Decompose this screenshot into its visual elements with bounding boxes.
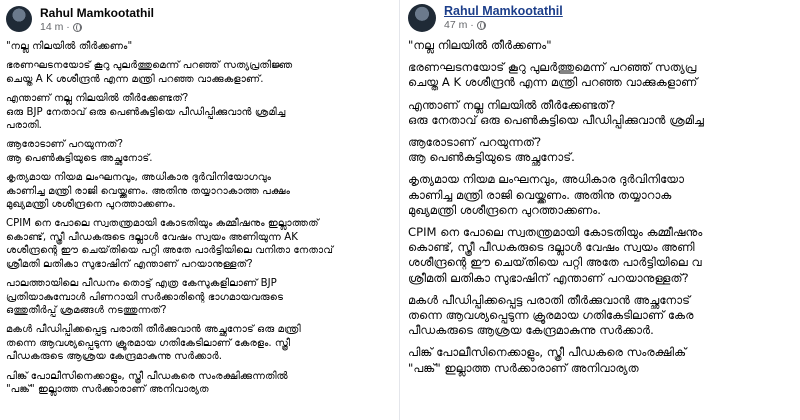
- post-text-line: "പങ്ക്" ഇല്ലാത്ത സർക്കാരാണ് അനിവാര്യത: [408, 360, 639, 375]
- post-text-line: തന്നെ ആവശ്യപ്പെടുന്ന ക്രൂരമായ ഗതികേടിലാണ് കേരളം. സ്ത്രീ: [6, 337, 291, 349]
- post-text-line: എന്താണ് നല്ല നിലയിൽ തീർക്കേണ്ടത്?: [408, 97, 616, 112]
- post-text-line: ഒരു BJP നേതാവ് ഒരു പെൺകുട്ടിയെ പീഡിപ്പിക്കുവാൻ ശ്രമിച്ച: [6, 106, 286, 118]
- post-body: [408, 38, 800, 376]
- meta-separator: ·: [467, 19, 474, 31]
- meta-separator: ·: [63, 21, 70, 33]
- author-name[interactable]: Rahul Mamkootathil: [40, 6, 155, 20]
- post-text-line: ആ പെൺകുട്ടിയുടെ അച്ഛനോട്.: [408, 150, 575, 165]
- post-text-line: ആരോടാണ് പറയുന്നത്?: [6, 139, 123, 151]
- post-text-line: ശശീന്ദ്രന്റെ ഈ ചെയ്‌തിയെ പറ്റി അതേ പാർട്ടിയിലെ വനിതാ നേതാവ്: [6, 245, 334, 257]
- post-body: [6, 40, 399, 396]
- post-paragraph: [6, 370, 399, 397]
- post-paragraph: [408, 172, 800, 218]
- post-text-line: തന്നെ ആവശ്യപ്പെടുന്ന ക്രൂരമായ ഗതികേടിലാണ് കേര: [408, 308, 694, 323]
- avatar[interactable]: [6, 6, 32, 32]
- post-text-line: ഭരണഘടനയോട് കൂറു പുലർത്തുമെന്ന് പറഞ്ഞ് സത്യപ്ര: [408, 60, 697, 75]
- post-text-line: മുഖ്യമന്ത്രി ശശീന്ദ്രനെ പുറത്താക്കണം.: [6, 199, 176, 211]
- post-text-line: CPIM നെ പോലെ സ്വതന്ത്രമായി കോടതിയും കമ്മീഷനും: [408, 225, 703, 240]
- post-text-line: പാലത്തായിലെ പീഡനം തൊട്ട് എത്ര കേസുകളിലാണ് BJP: [6, 278, 277, 290]
- post-paragraph: [6, 171, 399, 211]
- post-text-line: "നല്ല നിലയിൽ തീർക്കണം": [6, 41, 133, 52]
- post-paragraph: [408, 345, 800, 375]
- post-paragraph: [6, 59, 399, 86]
- post-text-line: ഭരണഘടനയോട് കൂറു പുലർത്തുമെന്ന് പറഞ്ഞ് സത്യപ്രതിജ്ഞ: [6, 60, 293, 72]
- post-right: [402, 0, 800, 420]
- post-text-line: കാണിച്ച മന്ത്രി രാജി വെയ്ക്കണം. അതിനു തയ്യാറാക: [408, 187, 672, 202]
- post-header: [6, 6, 399, 40]
- post-text-line: ചെയ്ത A K ശശീന്ദ്രൻ എന്ന മന്ത്രി പറഞ്ഞ വാക്കുകളാണ്: [408, 75, 698, 90]
- post-time[interactable]: 14 m: [40, 21, 64, 33]
- post-text-line: ശശീന്ദ്രന്റെ ഈ ചെയ്‌തിയെ പറ്റി അതേ പാർട്ടിയിലെ വ: [408, 255, 702, 270]
- post-paragraph: [6, 217, 399, 271]
- post-paragraph: [408, 98, 800, 128]
- post-paragraph: [408, 293, 800, 339]
- post-meta: [40, 20, 154, 34]
- post-text-line: ആ പെൺകുട്ടിയുടെ അച്ഛനോട്.: [6, 152, 153, 164]
- post-text-line: മകൾ പീഡിപ്പിക്കപ്പെട്ട പരാതി തീർക്കുവാൻ അച്ഛനോട്: [408, 292, 691, 307]
- post-meta: [444, 18, 563, 32]
- post-text-line: ശ്രീമതി ലതികാ സുഭാഷിന് എന്താണ് പറയാനുള്ളത്?: [408, 270, 689, 285]
- post-paragraph: [6, 277, 399, 317]
- post-paragraph: [408, 225, 800, 286]
- post-text-line: എന്താണ് നല്ല നിലയിൽ തീർക്കേണ്ടത്?: [6, 93, 189, 105]
- post-text-line: പിങ്ക് പോലീസിനെക്കാളും, സ്ത്രീ പീഡകരെ സംരക്ഷിക്കുന്നതിൽ: [6, 370, 288, 382]
- post-text-line: ആരോടാണ് പറയുന്നത്?: [408, 135, 542, 150]
- post-text-line: കൊണ്ട്, സ്ത്രീ പീഡകരുടെ ദല്ലാൾ വേഷം സ്വയം അണി: [408, 240, 695, 255]
- post-text-line: കൊണ്ട്, സ്ത്രീ പീഡകരുടെ ദല്ലാൾ വേഷം സ്വയം അണിയുന്ന AK: [6, 231, 298, 243]
- post-paragraph: [6, 138, 399, 165]
- post-text-line: മകൾ പീഡിപ്പിക്കപ്പെട്ട പരാതി തീർക്കുവാൻ അച്ഛനോട് ഒരു മന്ത്രി: [6, 324, 301, 336]
- globe-icon: [73, 23, 82, 32]
- post-paragraph: [408, 60, 800, 90]
- post-header: [408, 4, 800, 38]
- post-text-line: ശ്രീമതി ലതികാ സുഭാഷിന് എന്താണ് പറയാനുള്ളത്?: [6, 258, 253, 270]
- post-paragraph: [408, 135, 800, 165]
- post-time[interactable]: 47 m: [444, 19, 468, 31]
- post-text-line: പീഡകരുടെ ആശ്രയ കേന്ദ്രമാകുന്നു സർക്കാർ.: [408, 323, 654, 338]
- post-text-line: പീഡകരുടെ ആശ്രയ കേന്ദ്രമാകുന്നു സർക്കാർ.: [6, 351, 222, 363]
- post-paragraph: [6, 40, 399, 53]
- post-text-line: ചെയ്ത A K ശശീന്ദ്രൻ എന്ന മന്ത്രി പറഞ്ഞ വാക്കുകളാണ്.: [6, 73, 264, 85]
- post-text-line: "നല്ല നിലയിൽ തീർക്കണം": [408, 38, 552, 52]
- author-name[interactable]: Rahul Mamkootathil: [444, 4, 563, 18]
- post-text-line: ഒരു നേതാവ് ഒരു പെൺകുട്ടിയെ പീഡിപ്പിക്കുവാൻ ശ്രമിച്ച: [408, 112, 704, 127]
- post-text-line: കൃത്യമായ നിയമ ലംഘനവും, അധികാര ദുർവിനിയോഗവും: [6, 172, 271, 184]
- post-paragraph: [408, 38, 800, 53]
- post-text-line: കാണിച്ച മന്ത്രി രാജി വെയ്ക്കണം. അതിനു തയ്യാറാകാത്ത പക്ഷം: [6, 185, 291, 197]
- post-text-line: പ്രതിയാകുമ്പോൾ പിണറായി സർക്കാരിന്റെ ഭാഗമായവരുടെ: [6, 291, 284, 303]
- post-text-line: പിങ്ക് പോലീസിനെക്കാളും, സ്ത്രീ പീഡകരെ സംരക്ഷിക്: [408, 345, 687, 360]
- post-text-line: CPIM നെ പോലെ സ്വതന്ത്രമായി കോടതിയും കമ്മീഷനും ഇല്ലാത്തത്: [6, 218, 319, 230]
- post-text-line: മുഖ്യമന്ത്രി ശശീന്ദ്രനെ പുറത്താക്കണം.: [408, 202, 601, 217]
- post-paragraph: [6, 92, 399, 132]
- post-paragraph: [6, 323, 399, 363]
- post-text-line: "പങ്ക്" ഇല്ലാത്ത സർക്കാരാണ് അനിവാര്യത: [6, 383, 209, 395]
- post-text-line: കൃത്യമായ നിയമ ലംഘനവും, അധികാര ദുർവിനിയോ: [408, 172, 684, 187]
- avatar[interactable]: [408, 4, 436, 32]
- post-text-line: പരാതി.: [6, 120, 42, 132]
- globe-icon: [477, 21, 486, 30]
- post-text-line: ഒത്തുതീർപ്പ് ശ്രമങ്ങൾ നടത്തുന്നത്?: [6, 304, 167, 316]
